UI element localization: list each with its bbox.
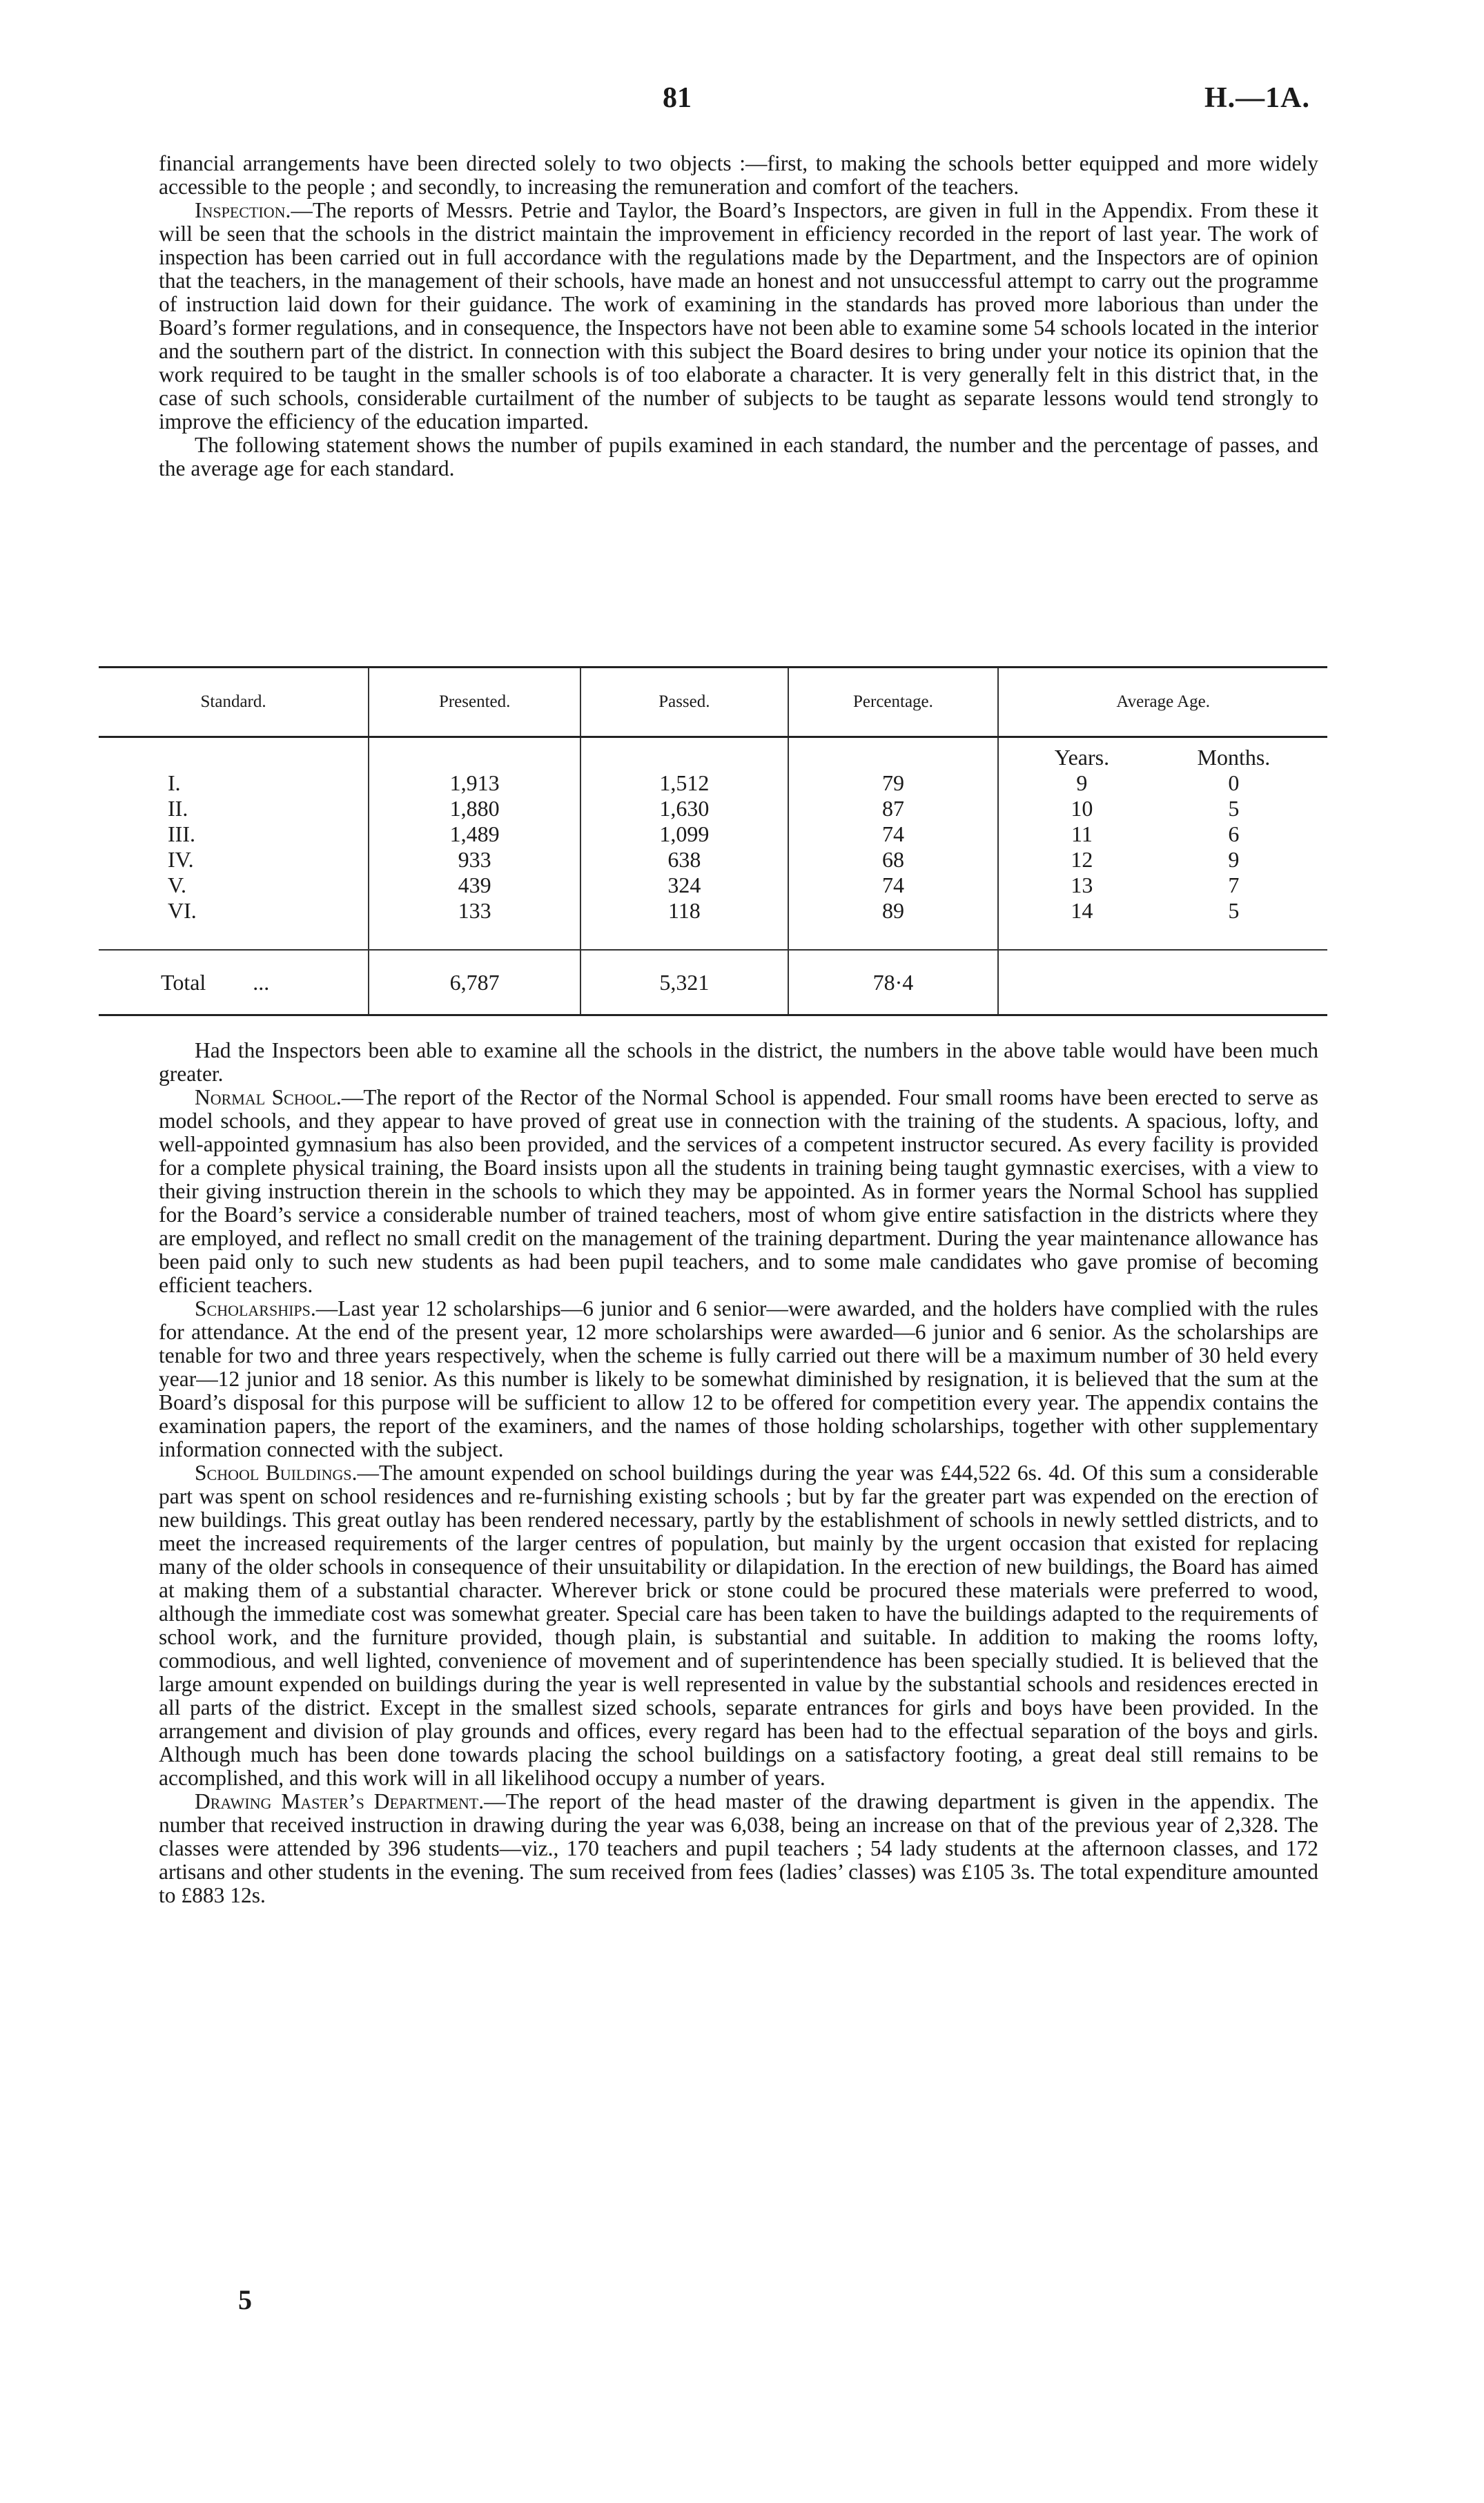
percentage-cell: 74: [881, 873, 904, 897]
table-body-row: [99, 737, 1327, 951]
age-months-cell: 9: [1228, 847, 1240, 872]
age-years-cell: 11: [1071, 821, 1093, 846]
presented-cell: 1,489: [449, 821, 500, 846]
age-row: [999, 796, 1327, 821]
paragraph-scholarships: [159, 1297, 1318, 1461]
standard-cell: V.: [168, 873, 186, 897]
age-years-cell: 10: [1071, 796, 1093, 821]
presented-cell: 439: [458, 873, 491, 897]
age-years-cell: 13: [1071, 873, 1093, 897]
table-total-row: [99, 950, 1327, 1015]
passed-cell: 638: [667, 847, 701, 872]
total-presented: 6,787: [369, 950, 580, 1015]
age-months-cell: 6: [1228, 821, 1240, 846]
section-heading-drawing-department: Drawing Master’s Department.: [195, 1789, 485, 1813]
header-standard: Standard.: [99, 668, 369, 737]
standard-cell: I.: [168, 770, 181, 795]
standards-table: [99, 666, 1327, 1016]
passed-cell: 118: [667, 898, 701, 923]
passed-column: [581, 738, 787, 949]
percentage-cell: 68: [881, 847, 904, 872]
standard-cell: IV.: [168, 847, 194, 872]
percentage-cell: 74: [881, 821, 904, 846]
standards-table-wrapper: [99, 666, 1327, 1016]
age-row: [999, 847, 1327, 873]
percentage-cell: 79: [881, 770, 904, 795]
age-subheader-row: [999, 738, 1327, 770]
passed-cell: 1,630: [659, 796, 710, 821]
percentage-column: [789, 738, 998, 949]
body-text-top: [159, 152, 1318, 480]
presented-cell: 933: [458, 847, 491, 872]
paragraph-scholarships-body: —Last year 12 scholarships—6 junior and 6 senior—were awarded, and the holders have complied with the rules for attendance. At the end of the present year, 12 more scholarships were awarded—6 junior and 6 senior. As the scholarships are tenable for two and three years respectively, when the scheme is fully carried out there will be a maximum number of 30 held every year—12 junior and 18 senior. As this number is likely to be somewhat diminished by resignation, it is believed that the sum at the Board’s disposal for this purpose will be sufficient to allow 12 to be offered for competition every year. The appendix contains the examination papers, the report of the examiners, and the names of those holding scholarships, together with other supplementary information connected with the subject.: [159, 1296, 1318, 1461]
body-text-bottom: [159, 1039, 1318, 1907]
passed-cell: 324: [667, 873, 701, 897]
section-heading-school-buildings: School Buildings.: [195, 1461, 358, 1485]
standard-column: [99, 738, 368, 949]
total-percentage: 78·4: [788, 950, 999, 1015]
signature-mark: 5: [238, 2284, 252, 2315]
standard-cell: VI.: [168, 898, 197, 923]
age-subheader-months: Months.: [1197, 745, 1271, 770]
age-months-cell: 0: [1228, 770, 1240, 795]
age-months-cell: 5: [1228, 898, 1240, 923]
paragraph-drawing-department-body: —The report of the head master of the drawing department is given in the appendix. The number that received instruction in drawing during the year was 6,038, being an increase on that of the previous year of 2,328. The classes were attended by 396 students—viz., 170 teachers and pupil teachers ; 54 lady students at the afternoon classes, and 172 artisans and other students in the evening. The sum received from fees (ladies’ classes) was £105 3s. The total expenditure amounted to £883 12s.: [159, 1789, 1319, 1907]
passed-cell: 1,099: [659, 821, 710, 846]
presented-cell: 1,913: [449, 770, 500, 795]
paragraph-inspection: [159, 199, 1318, 434]
percentage-cell: 89: [881, 898, 904, 923]
age-months-cell: 5: [1228, 796, 1240, 821]
paragraph-inspectors-note: Had the Inspectors been able to examine all the schools in the district, the numbers in the above table would have been much greater.: [159, 1038, 1318, 1086]
percentage-cell: 87: [881, 796, 904, 821]
standard-cell: III.: [168, 821, 195, 846]
paragraph-school-buildings-body: —The amount expended on school buildings during the year was £44,522 6s. 4d. Of this sum a considerable part was spent on school residences and re-furnishing existing schools ; but by far the greater part was expended on the erection of new buildings. This great outlay has been rendered necessary, partly by the establishment of schools in newly settled districts, and to meet the increased requirements of the larger centres of population, but mainly by the urgent occasion that existed for replacing many of the older schools in consequence of their unsuitability or dilapidation. In the erection of new buildings, the Board has aimed at making them of a substantial character. Wherever brick or stone could be procured these materials were preferred to wood, although the immediate cost was somewhat greater. Special care has been taken to have the buildings adapted to the requirements of school work, and the furniture provided, though plain, is substantial and suitable. In addition to making the rooms lofty, commodious, and well lighted, convenience of movement and of superintendence has been specially studied. It is believed that the large amount expended on buildings during the year is well represented in value by the substantial schools and residences erected in all parts of the district. Except in the smallest sized schools, separate entrances for girls and boys have been provided. In the arrangement and division of play grounds and offices, every regard has been had to the effectual separation of the boys and girls. Although much has been done towards placing the school buildings on a satisfactory footing, a great deal still remains to be accomplished, and this work will in all likelihood occupy a number of years.: [159, 1461, 1318, 1790]
total-passed: 5,321: [580, 950, 788, 1015]
age-years-cell: 9: [1076, 770, 1088, 795]
paragraph-normal-school: [159, 1086, 1318, 1297]
average-age-column: [999, 738, 1327, 924]
page-number: 81: [663, 82, 692, 114]
header-average-age: Average Age.: [998, 668, 1327, 737]
presented-cell: 1,880: [449, 796, 500, 821]
age-years-cell: 14: [1071, 898, 1093, 923]
total-label: Total: [161, 969, 206, 995]
section-heading-normal-school: Normal School.: [195, 1085, 342, 1109]
table-header-row: [99, 668, 1327, 737]
age-years-cell: 12: [1071, 847, 1093, 872]
paragraph-drawing-department: [159, 1790, 1318, 1907]
age-row: [999, 821, 1327, 847]
age-row: [999, 873, 1327, 898]
header-percentage: Percentage.: [788, 668, 999, 737]
age-subheader-years: Years.: [1054, 745, 1110, 770]
age-row: [999, 898, 1327, 924]
section-heading-scholarships: Scholarships.: [195, 1296, 316, 1321]
passed-cell: 1,512: [659, 770, 710, 795]
total-dots: ...: [253, 969, 270, 995]
paragraph-inspection-body: —The reports of Messrs. Petrie and Taylor, the Board’s Inspectors, are given in full in the Appendix. From these it will be seen that the schools in the district maintain the improvement in efficiency recorded in the report of last year. The work of inspection has been carried out in full accordance with the regulations made by the Department, and the Inspectors are of opinion that the teachers, in the management of their schools, have made an honest and not unsuccessful attempt to carry out the programme of instruction laid down for their guidance. The work of examining in the standards has proved more laborious than under the Board’s former regulations, and in consequence, the Inspectors have not been able to examine some 54 schools located in the interior and the southern part of the district. In connection with this subject the Board desires to bring under your notice its opinion that the work required to be taught in the smaller schools is of too elaborate a character. It is very generally felt in this district that, in the case of such schools, considerable curtailment of the number of subjects to be taught as separate lessons would tend strongly to improve the efficiency of the education imparted.: [159, 198, 1318, 434]
presented-column: [369, 738, 580, 949]
header-passed: Passed.: [580, 668, 788, 737]
paragraph-statement-intro: The following statement shows the number of pupils examined in each standard, the number and the percentage of passes, and the average age for each standard.: [159, 433, 1318, 480]
age-row: [999, 770, 1327, 796]
paragraph-normal-school-body: —The report of the Rector of the Normal School is appended. Four small rooms have been erected to serve as model schools, and they appear to have proved of great use in connection with the training of the students. A spacious, lofty, and well-appointed gymnasium has also been provided, and the services of a competent instructor secured. As every facility is provided for a complete physical training, the Board insists upon all the students in training being taught gymnastic exercises, with a view to their giving instruction therein in the schools to which they may be appointed. As in former years the Normal School has supplied for the Board’s service a considerable number of trained teachers, most of whom give entire satisfaction in the districts where they are employed, and reflect no small credit on the management of the training department. During the year maintenance allowance has been paid only to such new students as had been pupil teachers, and to some male candidates who gave promise of becoming efficient teachers.: [159, 1085, 1318, 1297]
total-age-empty: [998, 950, 1327, 1015]
presented-cell: 133: [458, 898, 491, 923]
page-header: [0, 81, 1484, 123]
paragraph-financial: financial arrangements have been directed solely to two objects :—first, to making the schools better equipped and more widely accessible to the people ; and secondly, to increasing the remuneration and comfort of the teachers.: [159, 151, 1318, 199]
standard-cell: II.: [168, 796, 188, 821]
document-reference: H.—1A.: [1204, 82, 1310, 114]
paragraph-school-buildings: [159, 1461, 1318, 1790]
header-presented: Presented.: [369, 668, 580, 737]
age-months-cell: 7: [1228, 873, 1240, 897]
section-heading-inspection: Inspection.: [195, 198, 291, 222]
